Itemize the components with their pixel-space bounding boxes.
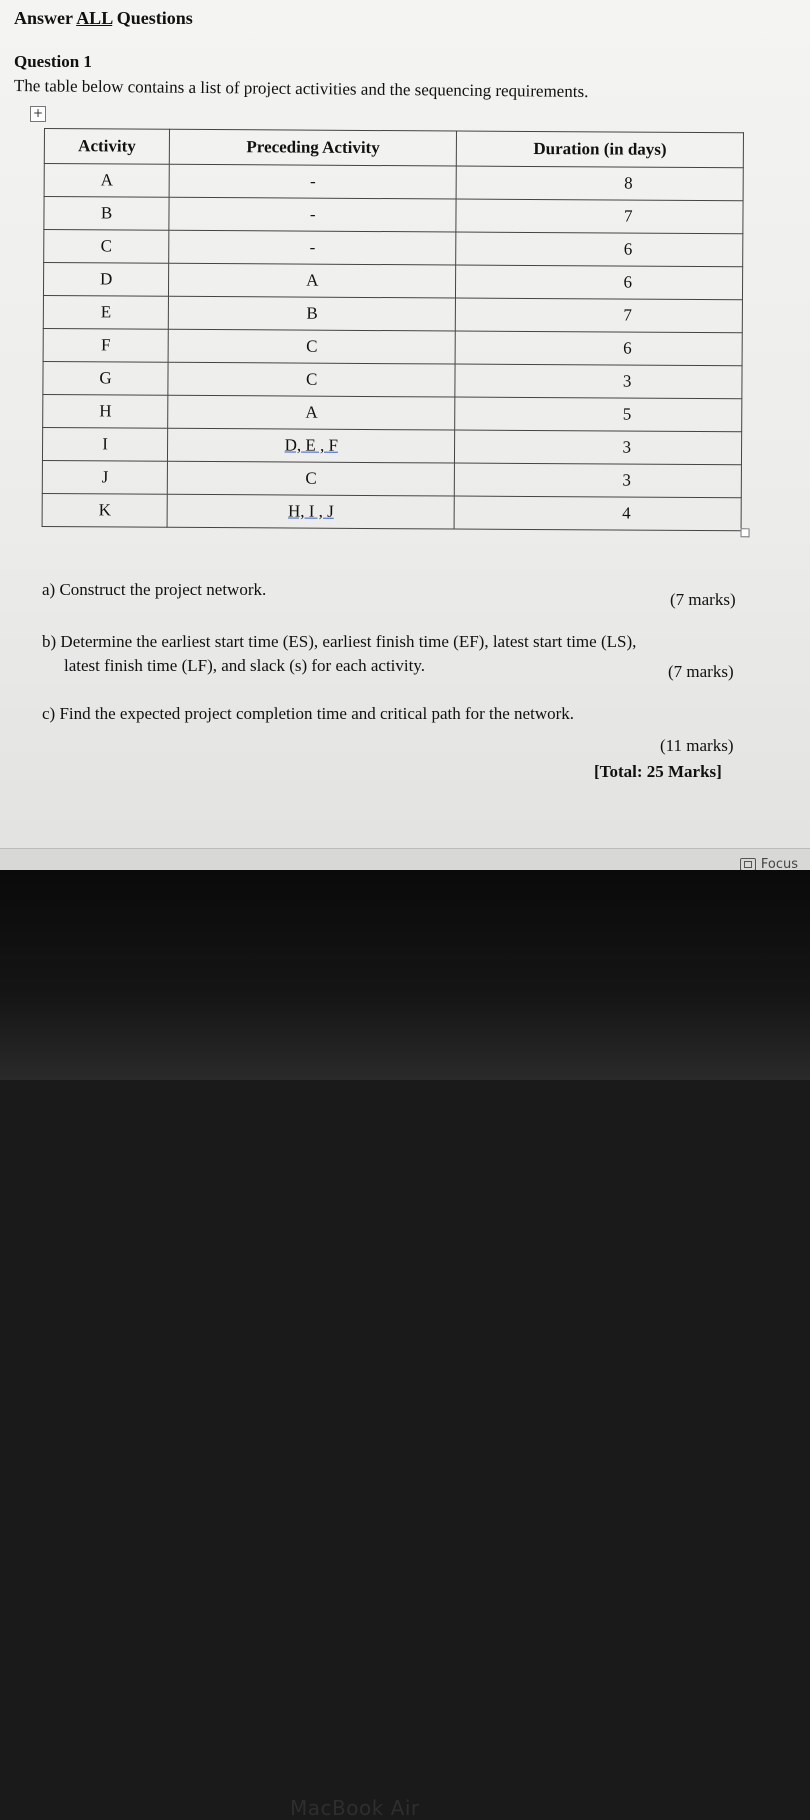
total-marks: [Total: 25 Marks] [594,762,722,781]
header-preceding: Preceding Activity [169,129,456,166]
activity-cell: J [42,460,167,494]
question-title: Question 1 [14,52,92,71]
part-c-marks: (11 marks) [660,736,734,755]
activity-cell: H [43,394,168,428]
header-activity: Activity [44,129,169,165]
duration-cell: 8 [456,166,743,201]
activity-table-wrapper [42,128,744,531]
duration-cell: 6 [456,265,743,300]
table-resize-handle-icon[interactable] [741,528,750,537]
activity-cell: D [43,263,168,297]
table-row [43,361,742,398]
table-row [42,460,741,497]
question-intro: The table below contains a list of project activities and the sequencing requirements. [13,76,589,102]
preceding-cell: C [168,329,455,364]
part-b-text-line1: b) Determine the earliest start time (ES), earliest finish time (EF), latest start time (LS), [42,632,637,651]
preceding-cell: H, I , J [167,494,454,529]
table-row [43,394,742,431]
duration-cell: 4 [454,496,741,531]
activity-table [42,128,744,531]
focus-label: Focus [760,857,798,870]
preceding-cell: C [167,461,454,496]
part-a-marks: (7 marks) [670,590,736,609]
part-b-marks: (7 marks) [668,662,734,681]
preceding-cell: C [168,362,455,397]
part-c-text: c) Find the expected project completion time and critical path for the network. [42,704,575,723]
duration-cell: 7 [456,199,743,234]
table-row [42,493,741,530]
instructions-heading: Answer ALL Questions [14,8,193,28]
table-row [43,263,742,300]
activity-cell: K [42,493,167,527]
table-row [42,427,741,464]
duration-cell: 6 [455,331,742,366]
duration-cell: 3 [454,463,741,498]
part-a-text: a) Construct the project network. [42,580,267,599]
duration-cell: 3 [455,364,742,399]
status-bar [0,848,810,870]
duration-cell: 6 [456,232,743,267]
activity-cell: F [43,328,168,362]
table-move-handle-icon[interactable]: + [30,106,46,122]
duration-cell: 5 [455,397,742,432]
preceding-cell: B [168,296,455,331]
header-duration: Duration (in days) [456,131,743,168]
activity-cell: E [43,295,168,329]
preceding-cell: A [168,395,455,430]
all-underlined: ALL [76,8,113,28]
table-row [43,295,742,332]
preceding-cell: - [169,197,456,232]
table-row [44,230,743,267]
table-row [43,328,742,365]
focus-icon [740,858,756,870]
activity-cell: B [44,197,169,231]
preceding-cell: A [169,263,456,298]
table-row [44,164,743,201]
activity-cell: G [43,361,168,395]
table-row [44,197,743,234]
activity-cell: I [42,427,167,461]
focus-button[interactable] [740,857,798,870]
laptop-bezel [0,870,810,1820]
document-screen [0,0,810,870]
preceding-cell: - [169,164,456,199]
table-header-row [44,129,743,168]
activity-cell: C [44,230,169,264]
duration-cell: 3 [455,430,742,465]
preceding-cell: - [169,230,456,265]
device-brand-label: MacBook Air [290,1796,420,1820]
activity-cell: A [44,164,169,198]
preceding-cell: D, E , F [168,428,455,463]
duration-cell: 7 [455,298,742,333]
part-b-text-line2: latest finish time (LF), and slack (s) for each activity. [64,656,425,675]
